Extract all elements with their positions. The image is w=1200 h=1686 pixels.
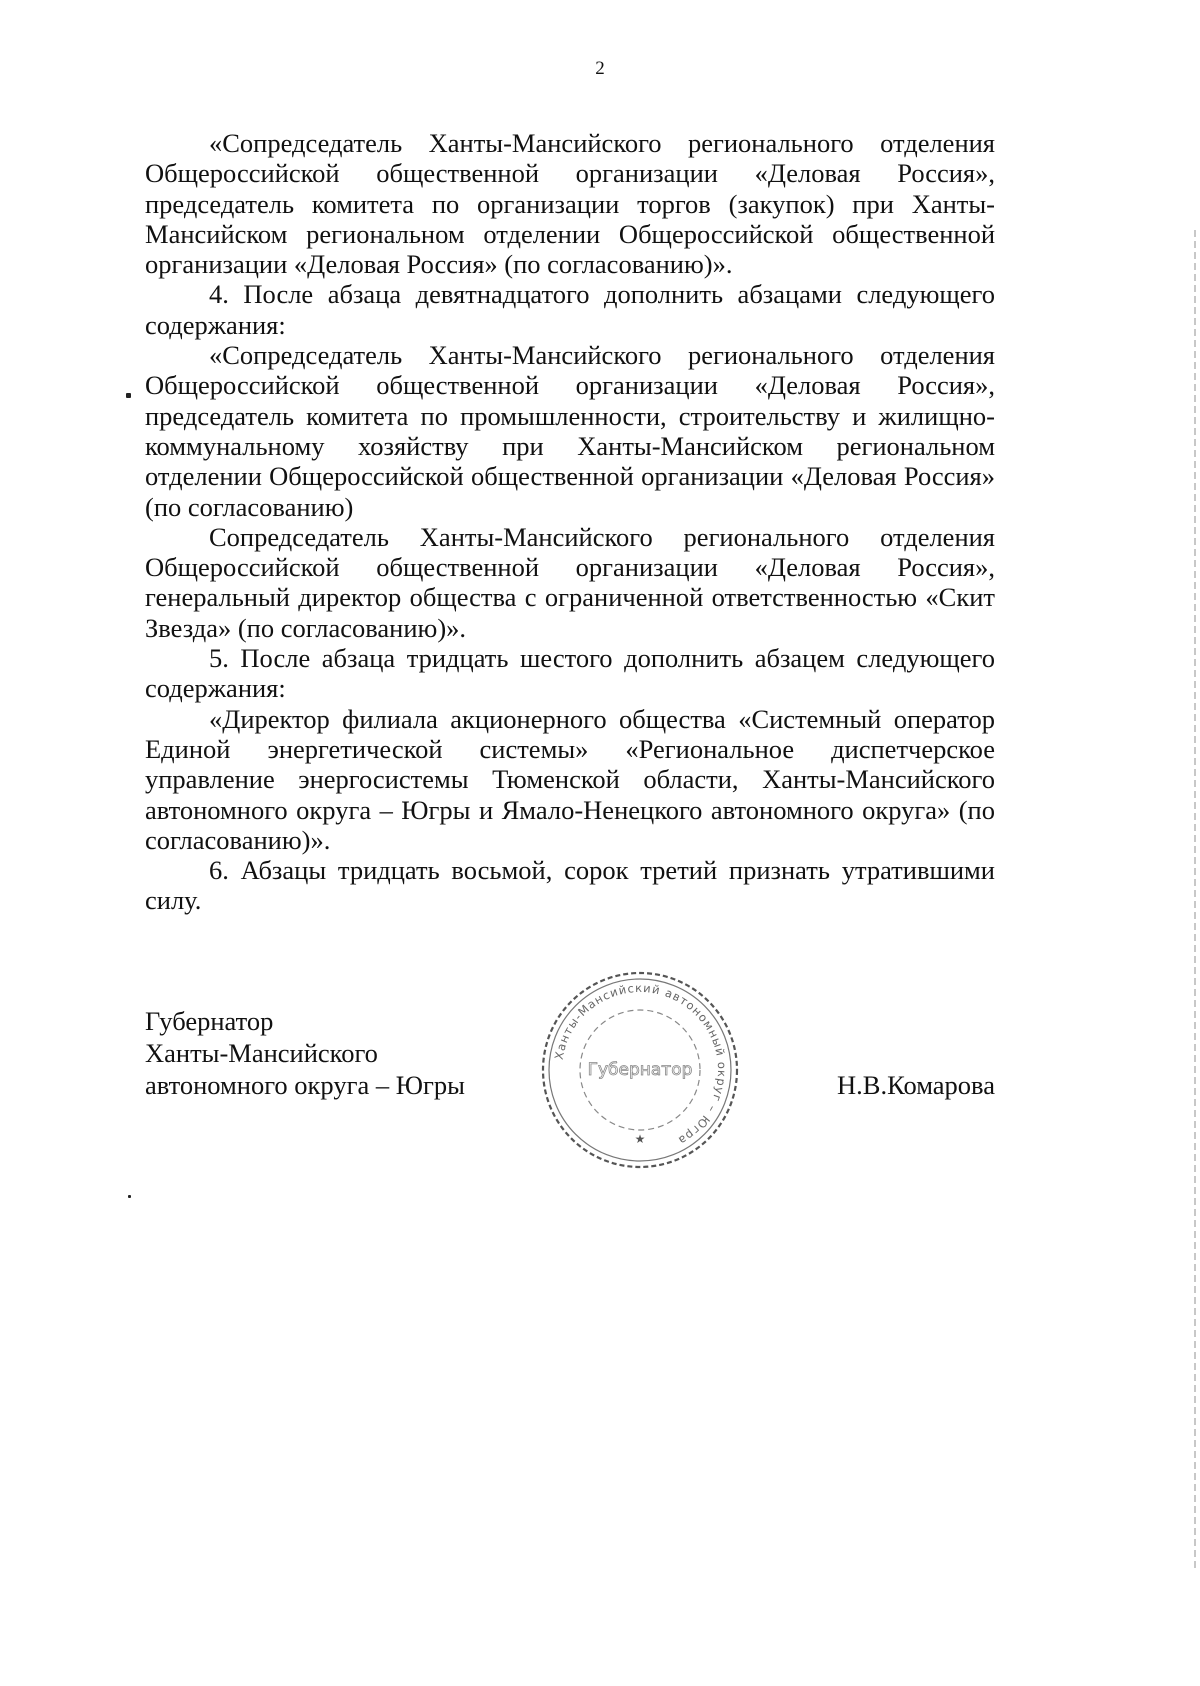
scan-edge-artifact — [1194, 230, 1196, 1570]
paragraph-co-chair-industry-committee: «Сопредседатель Ханты-Мансийского регионального отделения Общероссийской общественной организации «Деловая Россия», председатель комитета по промышленности, строительству и жилищно-коммунальному хозяйству при Ханты-Мансийском региональном отделении Общероссийской общественной организации «Деловая Россия» (по согласованию) — [145, 340, 995, 522]
page-number: 2 — [595, 58, 605, 79]
signatory-position-line: Ханты-Мансийского — [145, 1038, 378, 1068]
seal-star-icon: ★ — [634, 1132, 646, 1146]
paragraph-item-6: 6. Абзацы тридцать восьмой, сорок третий признать утратившими силу. — [145, 855, 995, 916]
document-body — [145, 128, 995, 916]
paragraph-co-chair-skit-zvezda: Сопредседатель Ханты-Мансийского регионального отделения Общероссийской общественной организации «Деловая Россия», генеральный директор общества с ограниченной ответственностью «Скит Звезда» (по согласованию)». — [145, 521, 995, 643]
paragraph-item-4: 4. После абзаца девятнадцатого дополнить абзацами следующего содержания: — [145, 279, 995, 340]
signatory-position — [145, 1005, 465, 1101]
signatory-position-line: автономного округа – Югры — [145, 1070, 465, 1100]
paragraph-system-operator-director: «Директор филиала акционерного общества «Системный оператор Единой энергетической системы» «Региональное диспетчерское управление энергосистемы Тюменской области, Ханты-Мансийского автономного округа – Югры и Ямало-Ненецкого автономного округа» (по согласованию)». — [145, 703, 995, 855]
official-seal — [535, 965, 745, 1175]
scan-speck — [128, 1195, 131, 1198]
paragraph-item-5: 5. После абзаца тридцать шестого дополнить абзацем следующего содержания: — [145, 643, 995, 704]
signatory-position-line: Губернатор — [145, 1006, 274, 1036]
paragraph-co-chair-trade-committee: «Сопредседатель Ханты-Мансийского регионального отделения Общероссийской общественной организации «Деловая Россия», председатель комитета по организации торгов (закупок) при Ханты-Мансийском региональном отделении Общероссийской общественной организации «Деловая Россия» (по согласованию)». — [145, 128, 995, 280]
seal-center-text: Губернатор — [587, 1060, 693, 1080]
scan-speck — [126, 393, 131, 398]
seal-ring-text: Ханты-Мансийский автономный округ – Югра — [551, 980, 730, 1149]
signatory-name: Н.В.Комарова — [837, 1070, 995, 1100]
